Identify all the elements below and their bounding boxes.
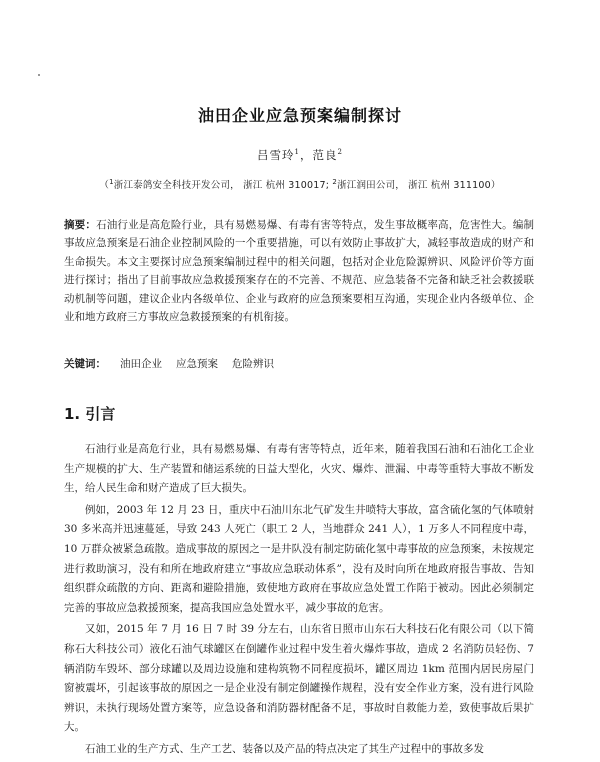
paper-title: 油田企业应急预案编制探讨 [197, 106, 402, 125]
body-text [64, 440, 534, 762]
affiliation-paren: （ [99, 180, 110, 191]
keyword: 危险辨识 [232, 358, 274, 370]
affiliation-line [0, 177, 600, 191]
abstract [64, 216, 534, 326]
author-name: 吕雪玲 [257, 148, 295, 162]
author-line [0, 147, 600, 163]
author-superscript: 1 [294, 148, 300, 157]
keyword: 应急预案 [176, 358, 218, 370]
body-paragraph: 石油行业是高危行业，具有易燃易爆、有毒有害等特点，近年来，随着我国石油和石油化工企业生产规模的扩大、生产装置和储运系统的日益大型化，火灾、爆炸、泄漏、中毒等重特大事故不断发生，给人民生命和财产造成了巨大损失。 [64, 443, 534, 495]
affiliation-text: 浙江润田公司， 浙江 杭州 311100 [337, 180, 491, 191]
keyword: 油田企业 [120, 358, 162, 370]
body-paragraph: 石油工业的生产方式、生产工艺、装备以及产品的特点决定了其生产过程中的事故多发 [85, 742, 484, 755]
keywords-line [64, 355, 534, 373]
body-paragraph: 又如，2015 年 7 月 16 日 7 时 39 分左右，山东省日照市山东石大科技石化有限公司（以下简称石大科技公司）液化石油气球罐区在倒罐作业过程中发生着火爆炸事故，造成 2 名消防员轻伤、7 辆消防车毁坏、部分球罐以及周边设施和建构筑物不同程度损坏，罐区周边 1km 范围内居民房屋门窗被震坏，引起该事故的原因之一是企业没有制定倒罐操作规程，没有安全作业方案，没有进行风险辨识，未执行现场处置方案等，应急设备和消防器材配备不足，事故时自救能力差，致使事故后果扩大。 [64, 623, 534, 734]
section-heading: 1. 引言 [64, 405, 116, 423]
author-name: 范良 [312, 148, 338, 162]
affiliation-superscript: 1 [109, 177, 114, 186]
keywords-label: 关键词： [64, 358, 106, 370]
affiliation-superscript: 2 [332, 177, 338, 186]
author-separator: ， [300, 148, 313, 162]
author-superscript: 2 [337, 148, 343, 157]
affiliation-text: 浙江泰鸽安全科技开发公司， 浙江 杭州 310017; [113, 180, 333, 191]
affiliation-paren: ） [490, 180, 501, 191]
abstract-label: 摘要： [64, 219, 97, 231]
body-paragraph: 例如，2003 年 12 月 23 日，重庆中石油川东北气矿发生井喷特大事故，富含硫化氢的气体喷射 30 多米高并迅速蔓延，导致 243 人死亡（职工 2 人，当地群众 241 人），1 万多人不同程度中毒，10 万群众被紧急疏散。造成事故的原因之一是井队没有制定防硫化氢中毒事故的应急预案，未按规定进行救助演习，没有和所在地政府建立“事故应急联动体系”，没有及时向所在地政府报告事故、告知组织群众疏散的方向、距离和避险措施，致使地方政府在事故应急处置工作陷于被动。因此必须制定完善的事故应急救援预案，提高我国应急处置水平，减少事故的危害。 [64, 503, 534, 614]
scan-speck [38, 74, 40, 76]
abstract-text: 石油行业是高危险行业，具有易燃易爆、有毒有害等特点，发生事故概率高，危害性大。编制事故应急预案是石油企业控制风险的一个重要措施，可以有效防止事故扩大，减轻事故造成的财产和生命损失。本文主要探讨应急预案编制过程中的相关问题，包括对企业危险源辨识、风险评价等方面进行探讨；指出了目前事故应急救援预案存在的不完善、不规范、应急装备不完备和缺乏社会救援联动机制等问题，建议企业内各级单位、企业与政府的应急预案要相互沟通，实现企业内各级单位、企业和地方政府三方事故应急救援预案的有机衔接。 [64, 219, 535, 324]
